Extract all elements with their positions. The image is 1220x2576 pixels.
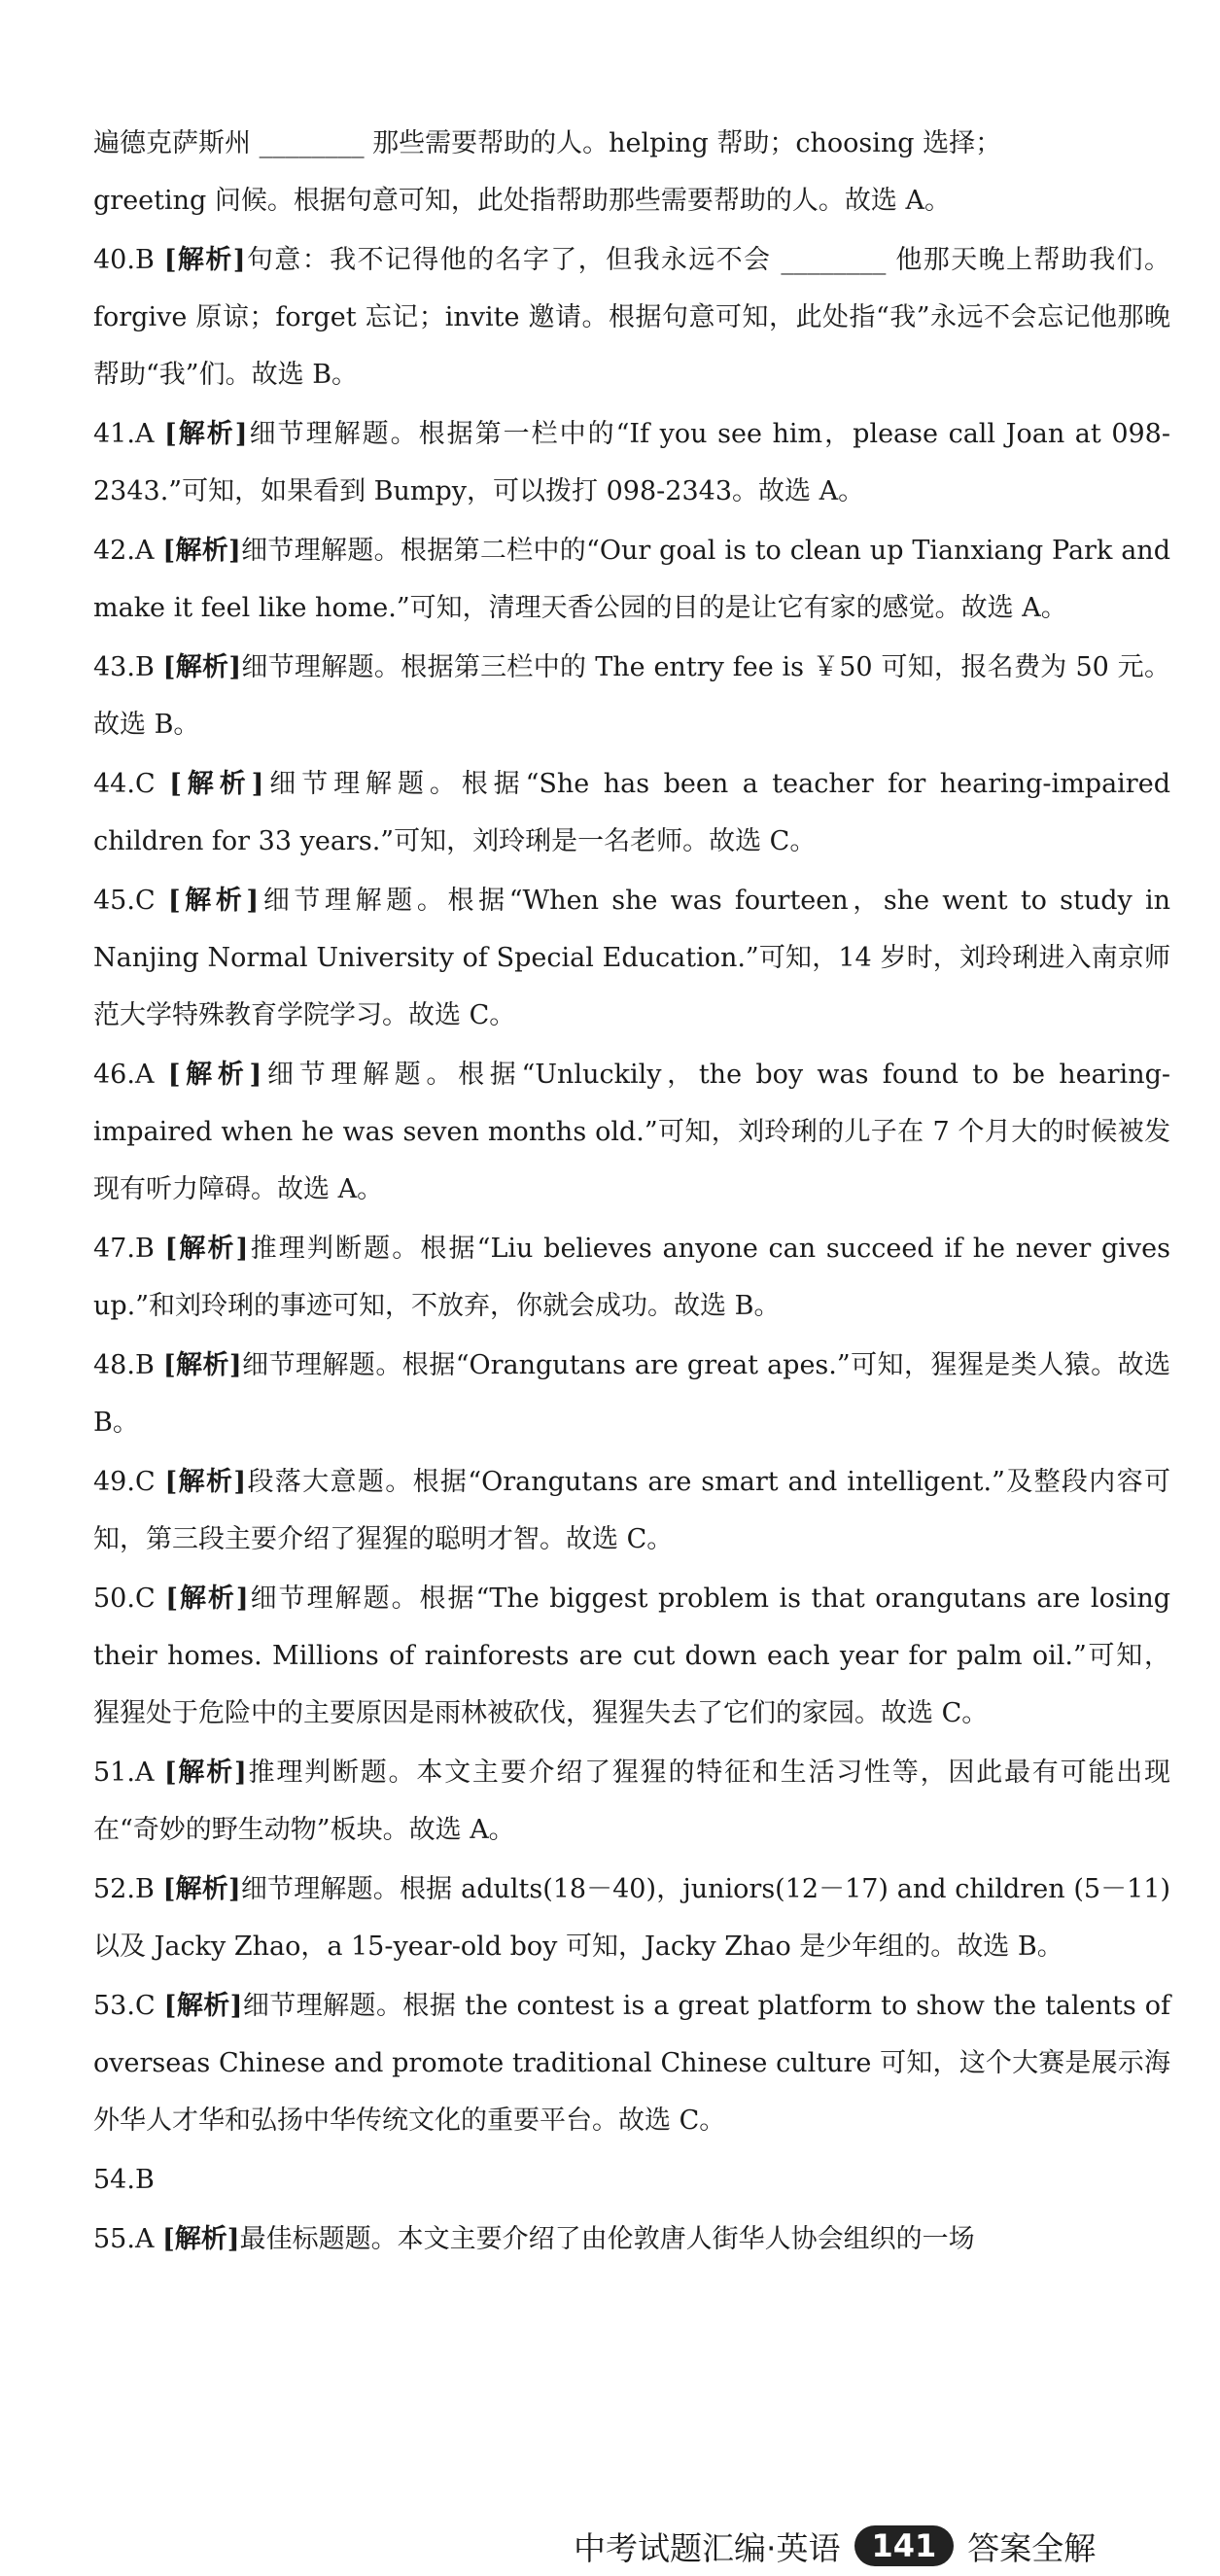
answer-number: 47.B bbox=[93, 1234, 155, 1264]
analysis-text: 推理判断题。根据“Liu believes anyone can succeed if he never gives up.”和刘玲琍的事迹可知，不放弃，你就会成功。故选 B。 bbox=[93, 1234, 1170, 1321]
answer-number: 48.B bbox=[93, 1350, 155, 1380]
answer-entry bbox=[93, 1977, 1170, 2149]
answer-number: 43.B bbox=[93, 652, 155, 682]
answer-number: 45.C bbox=[93, 886, 156, 916]
answer-entry bbox=[93, 405, 1170, 520]
analysis-text: 细节理解题。根据“When she was fourteen，she went to study in Nanjing Normal University of Special Education.”可知，14 岁时，刘玲琍进入南京师范大学特殊教育学院学习。故选 C。 bbox=[93, 886, 1170, 1030]
analysis-text: 细节理解题。根据第三栏中的 The entry fee is ￥50 可知，报名费为 50 元。故选 B。 bbox=[93, 652, 1170, 740]
analysis-tag: [解析] bbox=[167, 886, 260, 916]
intro-line-1: 遍德克萨斯州 ________ 那些需要帮助的人。helping 帮助；choosing 选择； bbox=[93, 128, 1002, 158]
answer-number: 49.C bbox=[93, 1467, 156, 1497]
analysis-text: 段落大意题。根据“Orangutans are smart and intelligent.”及整段内容可知，第三段主要介绍了猩猩的聪明才智。故选 C。 bbox=[93, 1467, 1170, 1554]
analysis-tag: [解析] bbox=[169, 769, 264, 799]
analysis-tag: [解析] bbox=[162, 1350, 242, 1380]
analysis-text: 细节理解题。根据“Orangutans are great apes.”可知，猩猩是类人猿。故选 B。 bbox=[93, 1350, 1170, 1438]
answer-number: 55.A bbox=[93, 2224, 155, 2254]
analysis-text: 细节理解题。根据“She has been a teacher for hearing-impaired children for 33 years.”可知，刘玲琍是一名老师。故选 C。 bbox=[93, 769, 1170, 856]
answer-entry bbox=[93, 2151, 1170, 2209]
analysis-tag: [解析] bbox=[162, 536, 241, 566]
answer-entry bbox=[93, 231, 1170, 403]
book-title: 中考试题汇编·英语 bbox=[574, 2528, 841, 2567]
analysis-tag: [解析] bbox=[162, 652, 242, 682]
analysis-tag: [解析] bbox=[164, 419, 248, 449]
answer-number: 54.B bbox=[93, 2165, 155, 2195]
section-title: 答案全解 bbox=[967, 2528, 1097, 2567]
answer-number: 42.A bbox=[93, 536, 155, 566]
analysis-text: 细节理解题。根据第一栏中的“If you see him，please call Joan at 098-2343.”可知，如果看到 Bumpy，可以拨打 098-2343。故选 A。 bbox=[93, 419, 1170, 506]
analysis-text: 细节理解题。根据 adults(18－40)，juniors(12－17) and children (5－11)以及 Jacky Zhao，a 15-year-old boy 可知，Jacky Zhao 是少年组的。故选 B。 bbox=[93, 1874, 1170, 1962]
answer-key-body bbox=[93, 115, 1170, 2268]
analysis-tag: [解析] bbox=[165, 1584, 249, 1614]
intro-line-2: greeting 问候。根据句意可知，此处指帮助那些需要帮助的人。故选 A。 bbox=[93, 186, 951, 216]
answer-entry bbox=[93, 2210, 1170, 2268]
analysis-text: 句意：我不记得他的名字了，但我永远不会 ________ 他那天晚上帮助我们。forgive 原谅；forget 忘记；invite 邀请。根据句意可知，此处指“我”永远不会忘记他那晚帮助“我”们。故选 B。 bbox=[93, 245, 1170, 390]
answer-entry bbox=[93, 1337, 1170, 1451]
answer-entry bbox=[93, 639, 1170, 753]
answer-entry bbox=[93, 1220, 1170, 1335]
analysis-text: 细节理解题。根据第二栏中的“Our goal is to clean up Tianxiang Park and make it feel like home.”可知，清理天香公园的目的是让它有家的感觉。故选 A。 bbox=[93, 536, 1170, 623]
answer-number: 40.B bbox=[93, 245, 155, 275]
answer-entry bbox=[93, 522, 1170, 637]
answer-number: 52.B bbox=[93, 1874, 155, 1904]
analysis-tag: [解析] bbox=[163, 1991, 243, 2021]
answer-entry bbox=[93, 1046, 1170, 1218]
answer-entry bbox=[93, 872, 1170, 1044]
analysis-tag: [解析] bbox=[163, 245, 246, 275]
answer-number: 53.C bbox=[93, 1991, 156, 2021]
analysis-text: 推理判断题。本文主要介绍了猩猩的特征和生活习性等，因此最有可能出现在“奇妙的野生动物”板块。故选 A。 bbox=[93, 1758, 1170, 1845]
answer-entry bbox=[93, 1453, 1170, 1568]
answer-entries bbox=[93, 231, 1170, 2268]
page-footer bbox=[574, 2520, 1196, 2572]
answer-entry bbox=[93, 1570, 1170, 1742]
analysis-tag: [解析] bbox=[164, 1234, 249, 1264]
analysis-tag: [解析] bbox=[163, 1758, 247, 1788]
answer-number: 50.C bbox=[93, 1584, 156, 1614]
answer-entry bbox=[93, 755, 1170, 870]
analysis-text: 细节理解题。根据“Unluckily，the boy was found to be hearing-impaired when he was seven months old.”可知，刘玲琍的儿子在 7 个月大的时候被发现有听力障碍。故选 A。 bbox=[93, 1060, 1170, 1204]
answer-entry bbox=[93, 1744, 1170, 1859]
analysis-tag: [解析] bbox=[164, 1467, 247, 1497]
answer-number: 41.A bbox=[93, 419, 155, 449]
analysis-text: 最佳标题题。本文主要介绍了由伦敦唐人街华人协会组织的一场 bbox=[239, 2224, 975, 2254]
answer-number: 46.A bbox=[93, 1060, 155, 1090]
answer-entry bbox=[93, 1861, 1170, 1975]
analysis-text: 细节理解题。根据“The biggest problem is that orangutans are losing their homes. Millions of rainforests are cut down each year for palm oil.”可知，猩猩处于危险中的主要原因是雨林被砍伐，猩猩失去了它们的家园。故选 C。 bbox=[93, 1584, 1170, 1728]
analysis-tag: [解析] bbox=[167, 1060, 262, 1090]
analysis-text: 细节理解题。根据 the contest is a great platform to show the talents of overseas Chinese and promote traditional Chinese culture 可知，这个大赛是展示海外华人才华和弘扬中华传统文化的重要平台。故选 C。 bbox=[93, 1991, 1170, 2136]
analysis-tag: [解析] bbox=[162, 2224, 240, 2254]
answer-number: 51.A bbox=[93, 1758, 155, 1788]
answer-number: 44.C bbox=[93, 769, 156, 799]
page-number: 141 bbox=[854, 2525, 955, 2566]
analysis-tag: [解析] bbox=[162, 1874, 241, 1904]
